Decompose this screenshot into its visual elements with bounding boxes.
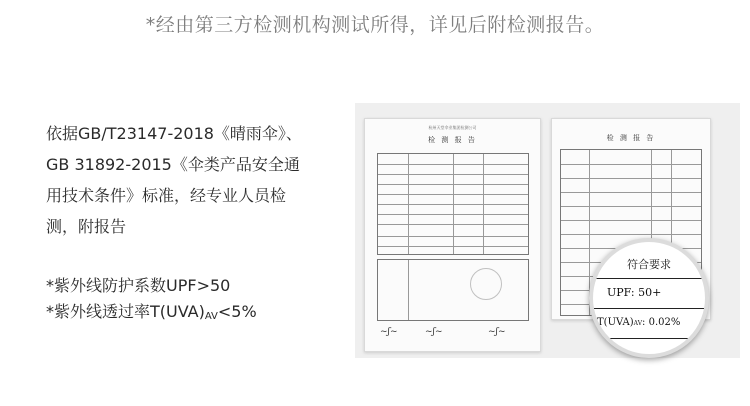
report-stamp <box>470 268 502 300</box>
table-rule <box>593 308 705 309</box>
magnifier-uva-suffix: : 0.02% <box>642 317 681 328</box>
magnifier-uva-prefix: T(UVA) <box>597 317 634 328</box>
uva-spec-prefix: *紫外线透过率T(UVA) <box>46 302 205 321</box>
table-rule <box>593 338 705 339</box>
top-note: *经由第三方检测机构测试所得，详见后附检测报告。 <box>145 14 605 36</box>
standards-description <box>46 118 316 242</box>
report-org: 杭州天堂伞业集团检测公司 <box>428 125 477 130</box>
signature: ~ʃ~ <box>425 327 443 337</box>
description-line: GB 31892-2015《伞类产品安全通 <box>46 155 300 174</box>
signature: ~ʃ~ <box>380 327 398 337</box>
uva-spec-sub: AV <box>204 311 218 322</box>
report-table <box>377 153 529 255</box>
uva-spec <box>46 299 257 330</box>
report-title: 检 测 报 告 <box>606 134 656 142</box>
magnifier-heading: 符合要求 <box>627 258 671 271</box>
description-line: 依据GB/T23147-2018《晴雨伞》、 <box>46 124 302 143</box>
magnifier-uva-sub: AV <box>633 320 643 327</box>
description-line: 用技术条件》标准，经专业人员检 <box>46 186 287 205</box>
report-title: 检 测 报 告 <box>428 136 477 144</box>
test-report-page-1 <box>364 118 541 352</box>
description-line: 测，附报告 <box>46 217 127 236</box>
upf-spec: *紫外线防护系数UPF>50 <box>46 276 231 295</box>
magnifier-uva <box>597 317 680 328</box>
table-rule <box>593 278 705 279</box>
magnifier-upf: UPF: 50+ <box>607 286 662 299</box>
report-conclusion-box <box>377 259 529 321</box>
magnifier-lens <box>589 238 709 358</box>
uva-spec-suffix: <5% <box>217 302 257 321</box>
uv-specs <box>46 273 257 330</box>
signature: ~ʃ~ <box>488 327 506 337</box>
